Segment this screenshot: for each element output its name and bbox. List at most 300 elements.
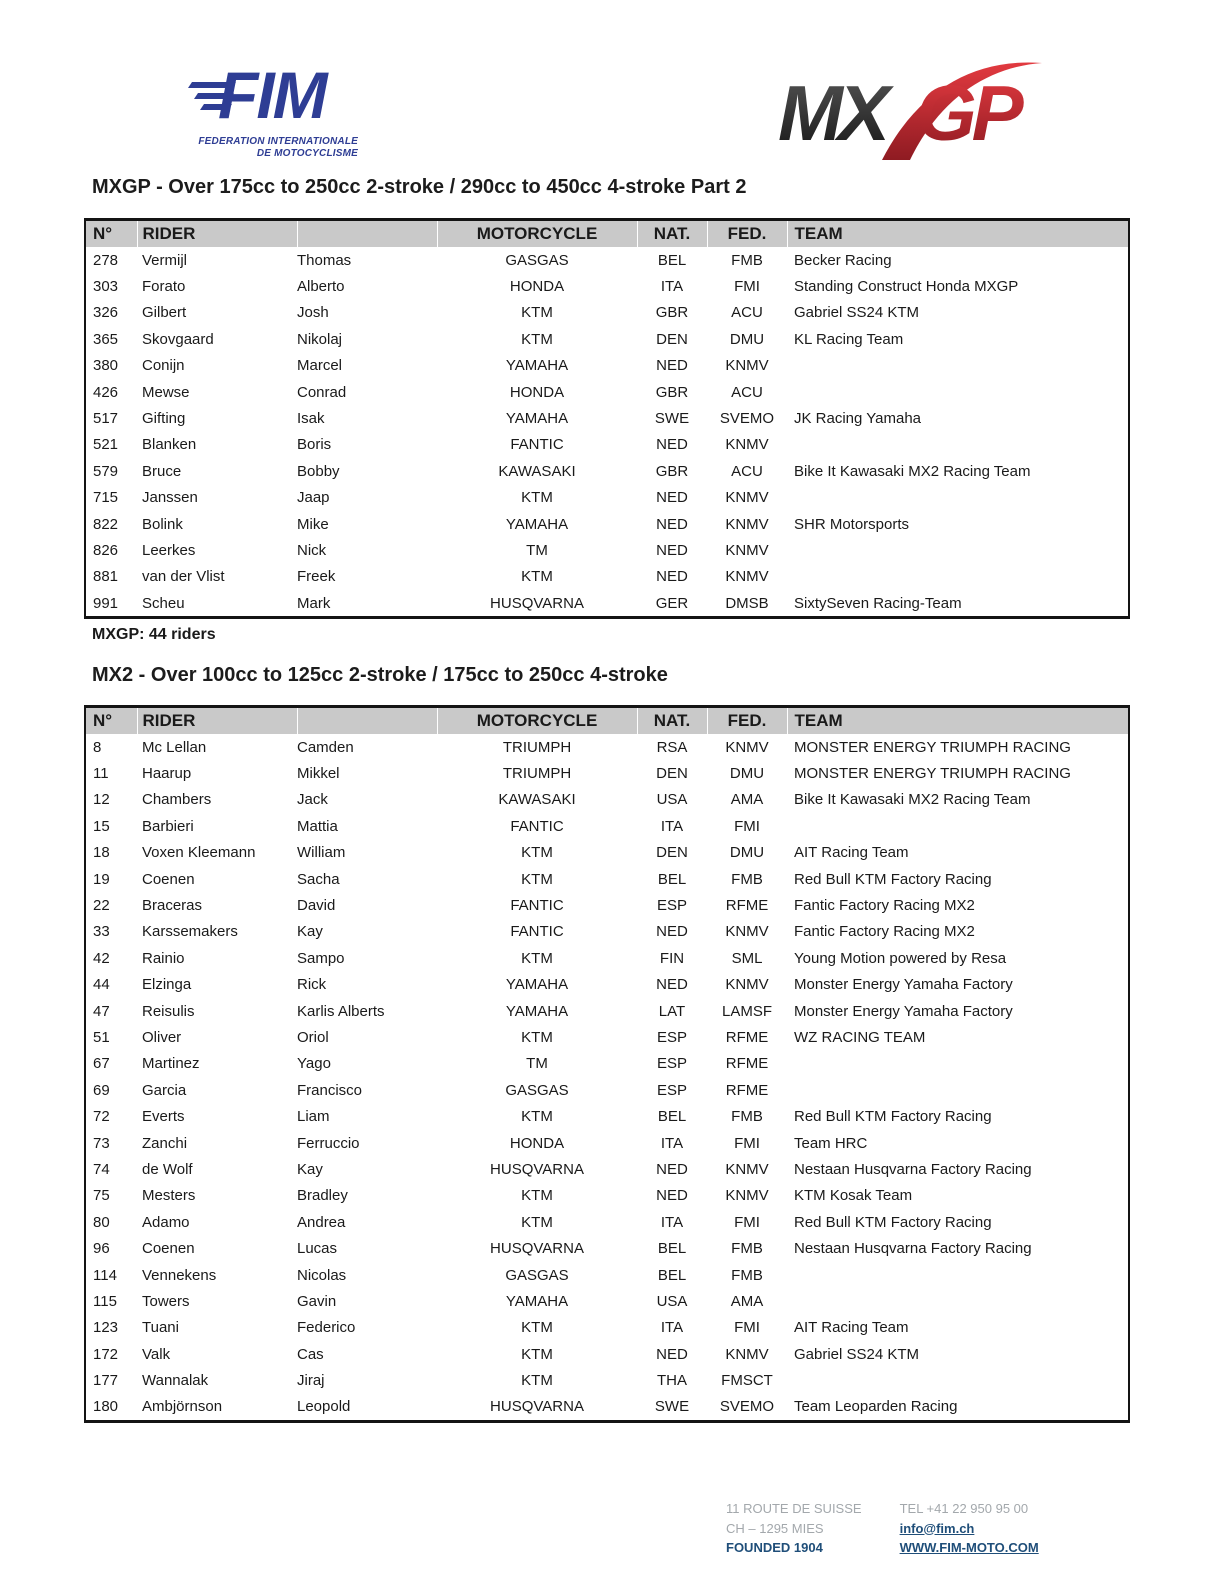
cell-number: 67: [93, 1055, 110, 1073]
cell-nationality: BEL: [657, 870, 687, 888]
cell-motorcycle: KTM: [521, 949, 553, 967]
mxgp-logo: [778, 56, 1044, 160]
cell-motorcycle: GASGAS: [505, 1266, 569, 1284]
cell-number: 15: [93, 817, 110, 835]
cell-team: Red Bull KTM Factory Racing: [794, 1213, 992, 1231]
cell-lastname: Rainio: [142, 949, 185, 967]
cell-firstname: Thomas: [297, 251, 352, 269]
table-row: [85, 1183, 1129, 1209]
cell-lastname: Adamo: [142, 1213, 190, 1231]
cell-motorcycle: KTM: [521, 1028, 553, 1046]
cell-federation: FMI: [734, 1134, 760, 1152]
cell-number: 380: [93, 357, 119, 375]
cell-nationality: NED: [656, 515, 688, 533]
cell-lastname: Vermijl: [142, 251, 188, 269]
cell-nationality: NED: [656, 1345, 688, 1363]
cell-team: MONSTER ENERGY TRIUMPH RACING: [794, 738, 1071, 756]
cell-nationality: ESP: [656, 1028, 687, 1046]
cell-motorcycle: YAMAHA: [505, 1002, 569, 1020]
table-row: [85, 1024, 1129, 1050]
cell-number: 69: [93, 1081, 110, 1099]
cell-lastname: Leerkes: [142, 541, 196, 559]
mxgp-logo-mx: MX: [778, 69, 885, 157]
cell-number: 22: [93, 897, 110, 915]
cell-federation: KNMV: [725, 436, 769, 454]
cell-nationality: BEL: [657, 1240, 687, 1258]
fim-logo-subtitle: [188, 136, 358, 159]
cell-team: Bike It Kawasaki MX2 Racing Team: [794, 791, 1031, 809]
footer-address-block: [726, 1499, 862, 1558]
table-row: [85, 1262, 1129, 1288]
cell-number: 172: [93, 1345, 119, 1363]
fim-subtitle-line2: DE MOTOCYCLISME: [256, 147, 358, 159]
cell-motorcycle: TM: [526, 1055, 548, 1073]
cell-firstname: Lucas: [297, 1240, 338, 1258]
cell-number: 517: [93, 410, 119, 428]
table-row: [85, 564, 1129, 590]
table-row: [85, 1341, 1129, 1367]
cell-nationality: ITA: [660, 1134, 684, 1152]
cell-team: Monster Energy Yamaha Factory: [794, 1002, 1013, 1020]
footer-address-line1: 11 ROUTE DE SUISSE: [726, 1501, 862, 1516]
cell-team: Nestaan Husqvarna Factory Racing: [794, 1160, 1032, 1178]
footer-email-link[interactable]: info@fim.ch: [899, 1520, 975, 1536]
cell-lastname: Coenen: [142, 870, 195, 888]
cell-lastname: Braceras: [142, 897, 203, 915]
cell-lastname: Martinez: [142, 1055, 200, 1073]
cell-firstname: Jack: [297, 791, 328, 809]
cell-number: 18: [93, 844, 110, 862]
cell-federation: ACU: [731, 383, 763, 401]
page-footer: [726, 1499, 1039, 1558]
mxgp-entry-table: [84, 218, 1130, 619]
column-header-nationality: NAT.: [637, 707, 707, 735]
cell-federation: DMU: [729, 844, 765, 862]
mxgp-logo-gp: GP: [916, 69, 1019, 157]
cell-motorcycle: KTM: [521, 844, 553, 862]
cell-motorcycle: FANTIC: [510, 897, 564, 915]
cell-number: 115: [93, 1292, 117, 1310]
cell-motorcycle: KTM: [521, 1319, 553, 1337]
cell-federation: KNMV: [725, 1160, 769, 1178]
column-header-federation: FED.: [707, 707, 787, 735]
cell-number: 44: [93, 976, 110, 994]
cell-firstname: Karlis Alberts: [297, 1002, 385, 1020]
cell-nationality: BEL: [657, 1108, 687, 1126]
cell-number: 326: [93, 304, 119, 322]
cell-lastname: Chambers: [142, 791, 212, 809]
cell-motorcycle: HUSQVARNA: [490, 1160, 584, 1178]
table-row: [85, 273, 1129, 299]
cell-lastname: Zanchi: [142, 1134, 188, 1152]
cell-team: [787, 813, 1129, 839]
cell-nationality: ITA: [660, 1213, 684, 1231]
cell-team: Becker Racing: [794, 251, 892, 269]
fim-logo-mark: [188, 52, 358, 130]
cell-firstname: Sacha: [297, 870, 340, 888]
cell-lastname: Everts: [142, 1108, 185, 1126]
cell-lastname: Bolink: [142, 515, 183, 533]
table-row: [85, 1130, 1129, 1156]
cell-nationality: NED: [656, 1160, 688, 1178]
fim-logo: [188, 52, 358, 159]
cell-firstname: Kay: [297, 923, 323, 941]
cell-nationality: DEN: [656, 844, 688, 862]
cell-federation: KNMV: [725, 1187, 769, 1205]
cell-lastname: Ambjörnson: [142, 1398, 223, 1416]
cell-firstname: Mark: [297, 594, 331, 612]
cell-number: 8: [93, 738, 102, 756]
cell-number: 47: [93, 1002, 110, 1020]
cell-number: 826: [93, 541, 119, 559]
cell-motorcycle: HUSQVARNA: [490, 594, 584, 612]
footer-address-line2: CH – 1295 MIES: [726, 1520, 824, 1536]
cell-team: AIT Racing Team: [794, 844, 909, 862]
cell-nationality: DEN: [656, 765, 688, 783]
cell-firstname: Jaap: [297, 489, 330, 507]
cell-motorcycle: YAMAHA: [505, 976, 569, 994]
cell-number: 579: [93, 462, 119, 480]
cell-firstname: Boris: [297, 436, 332, 454]
cell-federation: FMI: [734, 817, 760, 835]
mxgp-logo-mark: [778, 56, 1044, 160]
cell-nationality: USA: [656, 791, 688, 809]
cell-federation: LAMSF: [721, 1002, 772, 1020]
cell-number: 303: [93, 278, 119, 296]
cell-team: [787, 1367, 1129, 1393]
cell-number: 75: [93, 1187, 110, 1205]
cell-team: [787, 1262, 1129, 1288]
cell-team: [787, 1051, 1129, 1077]
table-row: [85, 405, 1129, 431]
cell-number: 12: [93, 791, 110, 809]
cell-firstname: Francisco: [297, 1081, 363, 1099]
cell-federation: DMU: [729, 765, 765, 783]
cell-team: Fantic Factory Racing MX2: [794, 923, 975, 941]
fim-logo-text: FIM: [218, 58, 326, 130]
cell-motorcycle: HONDA: [509, 1134, 565, 1152]
cell-lastname: Reisulis: [142, 1002, 195, 1020]
column-header-nationality: NAT.: [637, 220, 707, 248]
cell-team: Bike It Kawasaki MX2 Racing Team: [794, 462, 1031, 480]
cell-firstname: Isak: [297, 410, 325, 428]
cell-federation: ACU: [731, 304, 763, 322]
cell-firstname: Jiraj: [297, 1372, 325, 1390]
cell-firstname: Cas: [297, 1345, 324, 1363]
table-row: [85, 813, 1129, 839]
table-row: [85, 300, 1129, 326]
cell-federation: SVEMO: [719, 410, 775, 428]
footer-website-link[interactable]: WWW.FIM-MOTO.COM: [899, 1540, 1039, 1555]
footer-phone: TEL +41 22 950 95 00: [899, 1501, 1029, 1516]
cell-nationality: NED: [656, 541, 688, 559]
cell-number: 426: [93, 383, 119, 401]
cell-lastname: Forato: [142, 278, 186, 296]
cell-firstname: Kay: [297, 1160, 323, 1178]
cell-team: KL Racing Team: [794, 330, 904, 348]
column-header-firstname-spacer: [297, 707, 437, 735]
cell-lastname: Gifting: [142, 410, 186, 428]
cell-number: 114: [93, 1266, 117, 1284]
cell-lastname: Mc Lellan: [142, 738, 207, 756]
cell-nationality: NED: [656, 489, 688, 507]
cell-nationality: USA: [656, 1292, 688, 1310]
cell-number: 180: [93, 1398, 119, 1416]
cell-motorcycle: TM: [526, 541, 548, 559]
cell-number: 72: [93, 1108, 110, 1126]
cell-lastname: Conijn: [142, 357, 185, 375]
cell-lastname: Vennekens: [142, 1266, 217, 1284]
table-row: [85, 1288, 1129, 1314]
cell-lastname: van der Vlist: [142, 568, 225, 586]
cell-federation: FMB: [731, 1266, 763, 1284]
cell-number: 11: [93, 765, 109, 783]
column-header-team: TEAM: [787, 220, 1129, 248]
cell-team: AIT Racing Team: [794, 1319, 909, 1337]
cell-motorcycle: KTM: [521, 330, 553, 348]
cell-firstname: Federico: [297, 1319, 356, 1337]
cell-federation: FMI: [734, 1213, 760, 1231]
cell-federation: RFME: [725, 1055, 769, 1073]
cell-nationality: FIN: [659, 949, 685, 967]
cell-lastname: Coenen: [142, 1240, 195, 1258]
cell-team: SHR Motorsports: [794, 515, 910, 533]
table-row: [85, 353, 1129, 379]
cell-firstname: Oriol: [297, 1028, 329, 1046]
cell-federation: FMI: [734, 1319, 760, 1337]
cell-motorcycle: HONDA: [509, 383, 565, 401]
cell-nationality: NED: [656, 436, 688, 454]
cell-nationality: GER: [655, 594, 689, 612]
cell-federation: FMB: [731, 1108, 763, 1126]
cell-team: Team HRC: [794, 1134, 868, 1152]
cell-number: 822: [93, 515, 119, 533]
cell-number: 123: [93, 1319, 119, 1337]
cell-nationality: THA: [657, 1372, 687, 1390]
column-header-firstname-spacer: [297, 220, 437, 248]
cell-lastname: Voxen Kleemann: [142, 844, 256, 862]
cell-motorcycle: KTM: [521, 1213, 553, 1231]
cell-number: 991: [93, 594, 119, 612]
cell-motorcycle: YAMAHA: [505, 1292, 569, 1310]
cell-federation: FMSCT: [721, 1372, 773, 1390]
table-row: [85, 485, 1129, 511]
table-row: [85, 1077, 1129, 1103]
cell-nationality: BEL: [657, 251, 687, 269]
cell-federation: KNMV: [725, 738, 769, 756]
cell-federation: FMB: [731, 870, 763, 888]
cell-firstname: Yago: [297, 1055, 331, 1073]
cell-lastname: Haarup: [142, 765, 192, 783]
cell-nationality: BEL: [657, 1266, 687, 1284]
table-row: [85, 379, 1129, 405]
cell-motorcycle: FANTIC: [510, 436, 564, 454]
column-header-rider: RIDER: [137, 707, 297, 735]
table-row: [85, 511, 1129, 537]
cell-team: Monster Energy Yamaha Factory: [794, 976, 1013, 994]
cell-federation: AMA: [730, 1292, 764, 1310]
cell-federation: DMSB: [725, 594, 769, 612]
cell-federation: RFME: [725, 897, 769, 915]
cell-lastname: Bruce: [142, 462, 182, 480]
table-row: [85, 945, 1129, 971]
cell-firstname: Nicolas: [297, 1266, 347, 1284]
cell-team: MONSTER ENERGY TRIUMPH RACING: [794, 765, 1071, 783]
cell-nationality: ITA: [660, 817, 684, 835]
cell-motorcycle: KTM: [521, 568, 553, 586]
cell-nationality: NED: [656, 357, 688, 375]
table-row: [85, 866, 1129, 892]
cell-firstname: Ferruccio: [297, 1134, 360, 1152]
cell-team: Red Bull KTM Factory Racing: [794, 1108, 992, 1126]
table-row: [85, 1103, 1129, 1129]
cell-number: 278: [93, 251, 119, 269]
cell-number: 881: [93, 568, 119, 586]
cell-federation: SML: [731, 949, 763, 967]
cell-firstname: Nick: [297, 541, 327, 559]
table-row: [85, 787, 1129, 813]
mx2-table-header: [85, 707, 1129, 735]
cell-team: SixtySeven Racing-Team: [794, 594, 962, 612]
cell-team: Gabriel SS24 KTM: [794, 304, 920, 322]
table-row: [85, 998, 1129, 1024]
cell-federation: KNMV: [725, 568, 769, 586]
cell-number: 177: [93, 1372, 119, 1390]
cell-number: 715: [93, 489, 119, 507]
cell-motorcycle: KAWASAKI: [498, 791, 576, 809]
cell-lastname: Oliver: [142, 1028, 182, 1046]
cell-number: 74: [93, 1160, 110, 1178]
cell-federation: DMU: [729, 330, 765, 348]
cell-lastname: Tuani: [142, 1319, 179, 1337]
cell-team: Nestaan Husqvarna Factory Racing: [794, 1240, 1032, 1258]
cell-number: 51: [93, 1028, 110, 1046]
column-header-rider: RIDER: [137, 220, 297, 248]
cell-firstname: Alberto: [297, 278, 345, 296]
column-header-motorcycle: MOTORCYCLE: [437, 220, 637, 248]
cell-number: 73: [93, 1134, 110, 1152]
mxgp-table-header: [85, 220, 1129, 248]
cell-federation: KNMV: [725, 976, 769, 994]
cell-nationality: ITA: [660, 278, 684, 296]
cell-motorcycle: YAMAHA: [505, 410, 569, 428]
cell-federation: ACU: [731, 462, 763, 480]
cell-firstname: Liam: [297, 1108, 330, 1126]
table-row: [85, 432, 1129, 458]
cell-nationality: ESP: [656, 1081, 687, 1099]
table-row: [85, 537, 1129, 563]
cell-team: [787, 485, 1129, 511]
cell-firstname: Mattia: [297, 817, 338, 835]
cell-lastname: de Wolf: [142, 1160, 193, 1178]
cell-lastname: Garcia: [142, 1081, 187, 1099]
cell-number: 96: [93, 1240, 110, 1258]
cell-firstname: Josh: [297, 304, 329, 322]
cell-number: 365: [93, 330, 119, 348]
cell-firstname: Andrea: [297, 1213, 346, 1231]
table-row: [85, 1051, 1129, 1077]
cell-nationality: ESP: [656, 1055, 687, 1073]
table-row: [85, 590, 1129, 618]
column-header-number: N°: [85, 707, 137, 735]
cell-team: Standing Construct Honda MXGP: [794, 278, 1019, 296]
cell-federation: FMI: [734, 278, 760, 296]
footer-contact-block: [900, 1499, 1039, 1558]
cell-nationality: NED: [656, 1187, 688, 1205]
cell-firstname: Marcel: [297, 357, 343, 375]
cell-motorcycle: YAMAHA: [505, 357, 569, 375]
cell-federation: KNMV: [725, 515, 769, 533]
cell-team: [787, 432, 1129, 458]
cell-lastname: Scheu: [142, 594, 185, 612]
cell-team: Team Leoparden Racing: [794, 1398, 958, 1416]
cell-firstname: Gavin: [297, 1292, 337, 1310]
cell-number: 33: [93, 923, 110, 941]
cell-team: [787, 379, 1129, 405]
cell-motorcycle: KTM: [521, 870, 553, 888]
cell-motorcycle: KTM: [521, 304, 553, 322]
cell-nationality: GBR: [655, 383, 689, 401]
table-row: [85, 1209, 1129, 1235]
cell-nationality: NED: [656, 976, 688, 994]
cell-motorcycle: YAMAHA: [505, 515, 569, 533]
table-row: [85, 734, 1129, 760]
cell-lastname: Janssen: [142, 489, 198, 507]
cell-number: 42: [93, 949, 110, 967]
cell-team: WZ RACING TEAM: [794, 1028, 926, 1046]
table-row: [85, 247, 1129, 273]
cell-nationality: DEN: [656, 330, 688, 348]
fim-subtitle-line1: FEDERATION INTERNATIONALE: [198, 136, 358, 147]
cell-lastname: Valk: [142, 1345, 171, 1363]
cell-federation: KNMV: [725, 1345, 769, 1363]
cell-team: [787, 537, 1129, 563]
cell-lastname: Towers: [142, 1292, 190, 1310]
cell-federation: KNMV: [725, 357, 769, 375]
cell-federation: SVEMO: [719, 1398, 775, 1416]
table-row: [85, 760, 1129, 786]
cell-motorcycle: TRIUMPH: [502, 738, 572, 756]
cell-team: JK Racing Yamaha: [794, 410, 922, 428]
cell-firstname: Nikolaj: [297, 330, 343, 348]
column-header-number: N°: [85, 220, 137, 248]
cell-firstname: Mike: [297, 515, 329, 533]
cell-nationality: GBR: [655, 462, 689, 480]
cell-team: Red Bull KTM Factory Racing: [794, 870, 992, 888]
mx2-section-title: MX2 - Over 100cc to 125cc 2-stroke / 175cc to 250cc 4-stroke: [92, 664, 668, 686]
cell-nationality: ESP: [656, 897, 687, 915]
cell-lastname: Gilbert: [142, 304, 187, 322]
cell-lastname: Mesters: [142, 1187, 196, 1205]
table-row: [85, 1156, 1129, 1182]
cell-federation: RFME: [725, 1081, 769, 1099]
cell-nationality: LAT: [658, 1002, 686, 1020]
cell-number: 521: [93, 436, 119, 454]
cell-lastname: Wannalak: [142, 1372, 209, 1390]
table-row: [85, 326, 1129, 352]
cell-team: [787, 353, 1129, 379]
cell-federation: AMA: [730, 791, 764, 809]
cell-lastname: Barbieri: [142, 817, 194, 835]
cell-motorcycle: KAWASAKI: [498, 462, 576, 480]
table-row: [85, 892, 1129, 918]
cell-motorcycle: GASGAS: [505, 1081, 569, 1099]
cell-number: 80: [93, 1213, 110, 1231]
cell-lastname: Elzinga: [142, 976, 192, 994]
cell-number: 19: [93, 870, 110, 888]
mx2-table-body: [85, 734, 1129, 1422]
cell-motorcycle: GASGAS: [505, 251, 569, 269]
